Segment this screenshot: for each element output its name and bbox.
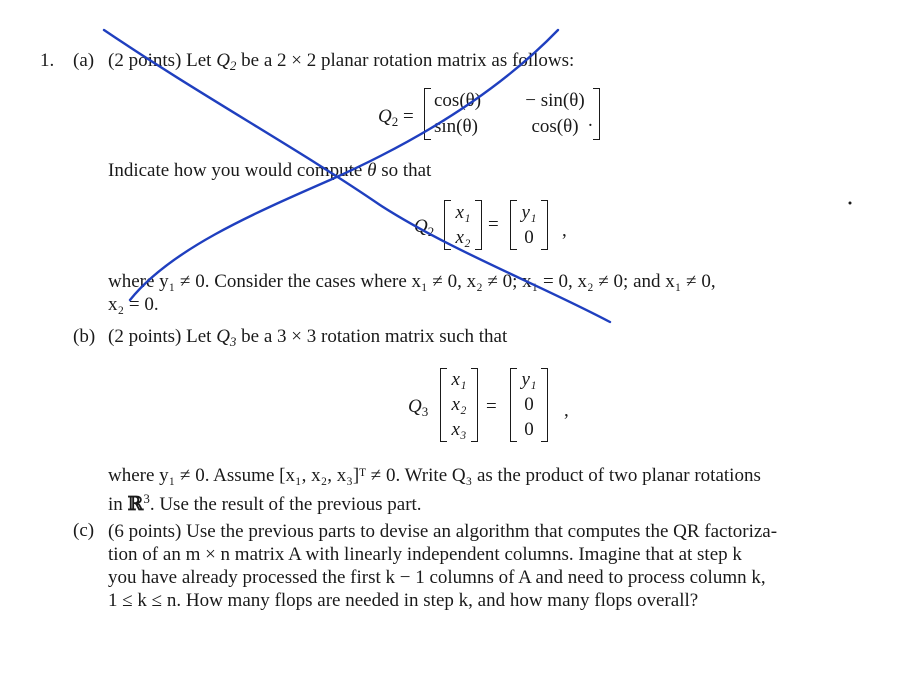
equals-sign: =: [486, 396, 497, 417]
theta-symbol: θ: [367, 160, 377, 181]
matrix-cell: sin(θ): [434, 116, 478, 137]
matrix-cell: cos(θ): [531, 116, 579, 137]
vector-x-3: [440, 368, 478, 442]
q2-lhs: $Q_2$ =: [378, 106, 414, 129]
part-b-points: (2 points): [108, 326, 182, 347]
vector-cell: 0: [524, 393, 534, 415]
comma: ,: [564, 400, 569, 421]
vector-cell: y₁: [521, 201, 537, 223]
part-c-points: (6 points): [108, 521, 182, 542]
vector-cell: 0: [524, 226, 534, 248]
equals-sign: =: [488, 214, 499, 235]
part-a-where-line1: where y₁ ≠ 0. Consider the cases where x₁ ≠ 0, x₂ ≠ 0; x₁ = 0, x₂ ≠ 0; and x₁ ≠ 0,: [108, 271, 716, 292]
r3-symbol: ℝ$^3$: [127, 491, 150, 515]
part-c-line3: you have already processed the first k − 1 columns of A and need to process column k,: [108, 567, 766, 588]
part-b-line1: where y₁ ≠ 0. Assume [x₁, x₂, x₃]ᵀ ≠ 0. Write Q₃ as the product of two planar rotations: [108, 465, 761, 486]
part-c-line2: tion of an m × n matrix A with linearly independent columns. Imagine that at step k: [108, 544, 742, 565]
part-c-label: (c): [73, 520, 95, 541]
part-a-points: (2 points): [108, 50, 182, 71]
stray-dot: [849, 202, 852, 205]
part-c-body: [108, 520, 868, 612]
part-a-where: [108, 270, 868, 316]
vector-cell: x₁: [451, 369, 467, 391]
part-a-indicate: [108, 160, 431, 182]
part-a-intro-text: be a 2 × 2 planar rotation matrix as follows:: [241, 50, 575, 71]
problem-number: 1.: [40, 50, 55, 71]
vector-x-2: [444, 200, 482, 250]
vector-y-3: [510, 368, 548, 442]
part-b-line2: [108, 487, 868, 516]
part-a-where-line2: x₂ = 0.: [108, 294, 159, 315]
part-c-line1-text: Use the previous parts to devise an algorithm that computes the QR factoriza-: [186, 521, 778, 542]
vector-cell: y₁: [521, 369, 537, 391]
vector-y-2: [510, 200, 548, 250]
part-a-label: (a): [73, 50, 95, 71]
q3-lhs: [408, 396, 428, 420]
part-b-let: Let: [186, 326, 212, 347]
part-a-matrix-name: $Q_2$: [216, 50, 237, 73]
part-b-label: (b): [73, 326, 96, 347]
rotation-matrix-q2: [424, 88, 600, 140]
indicate-text-end: so that: [381, 160, 432, 181]
vector-cell: 0: [524, 418, 534, 440]
part-c-line4: 1 ≤ k ≤ n. How many flops are needed in step k, and how many flops overall?: [108, 590, 699, 611]
vector-cell: x₂: [455, 226, 471, 248]
period: .: [588, 110, 593, 131]
part-b-body: [108, 464, 868, 516]
matrix-cell: − sin(θ): [525, 90, 585, 111]
part-b-intro-text: be a 3 × 3 rotation matrix such that: [241, 326, 508, 347]
part-a-let: Let: [186, 50, 212, 71]
vector-cell: x₃: [451, 418, 467, 440]
matrix-cell: cos(θ): [434, 90, 482, 111]
part-c-line1: [108, 520, 868, 543]
q3-symbol: Q: [408, 396, 422, 417]
comma: ,: [562, 220, 567, 241]
part-a-intro: [108, 50, 574, 74]
q2-subscript: 2: [391, 114, 399, 129]
part-b-matrix-name: $Q_3$: [216, 326, 237, 349]
q3-subscript: 3: [421, 404, 429, 419]
q2-symbol: Q: [378, 106, 392, 127]
vector-cell: x₂: [451, 393, 467, 415]
part-b-in: in: [108, 494, 123, 515]
vector-cell: x₁: [455, 201, 471, 223]
part-b-line2-text: . Use the result of the previous part.: [149, 494, 422, 515]
part-b-intro: [108, 326, 507, 350]
indicate-text: Indicate how you would compute: [108, 160, 363, 181]
q2-eq-lhs: $Q_2$: [414, 216, 435, 239]
